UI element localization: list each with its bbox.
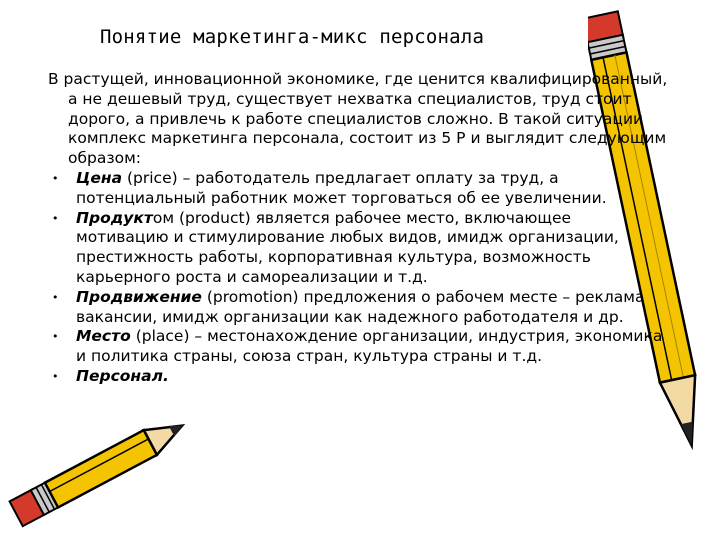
list-item bbox=[48, 367, 668, 387]
bullet-list bbox=[48, 169, 668, 387]
bullet-dot: • bbox=[52, 330, 59, 344]
bullet-term: Место bbox=[76, 327, 131, 346]
slide-body bbox=[48, 70, 668, 387]
bullet-dot: • bbox=[52, 369, 59, 383]
bullet-term: Персонал. bbox=[76, 366, 169, 385]
bullet-dot: • bbox=[52, 290, 59, 304]
list-item bbox=[48, 327, 668, 367]
bullet-term: Цена bbox=[76, 168, 123, 187]
bullet-term: Продукт bbox=[76, 208, 153, 227]
list-item bbox=[48, 169, 668, 209]
bullet-text: (price) – работодатель предлагает оплату за труд, а потенциальный работник может торговаться об ее увеличении. bbox=[76, 168, 607, 207]
list-item bbox=[48, 288, 668, 328]
slide-title: Понятие маркетинга-микс персонала bbox=[100, 26, 485, 48]
bullet-dot: • bbox=[52, 211, 59, 225]
bullet-dot: • bbox=[52, 171, 59, 185]
bullet-text: (promotion) предложения о рабочем месте – реклама вакансии, имидж организации как надежного работодателя и др. bbox=[76, 287, 645, 326]
bullet-text: (place) – местонахождение организации, индустрия, экономика и политика страны, союза стран, культура страны и т.д. bbox=[76, 327, 663, 366]
bullet-text: ом (product) является рабочее место, включающее мотивацию и стимулирование любых видов, имидж организации, престижность работы, корпоративная культура, возможность карьерного роста и самореализации и т.д. bbox=[76, 208, 619, 286]
bullet-term: Продвижение bbox=[76, 287, 202, 306]
pencil-bottom-icon bbox=[0, 395, 200, 540]
list-item bbox=[48, 209, 668, 288]
intro-paragraph: В растущей, инновационной экономике, где ценится квалифицированный, а не дешевый труд, существует нехватка специалистов, труд стоит дорого, а привлечь к работе специалистов сложно. В такой ситуации комплекс маркетинга персонала, состоит из 5 Р и выглядит следующим образом: bbox=[48, 70, 668, 168]
